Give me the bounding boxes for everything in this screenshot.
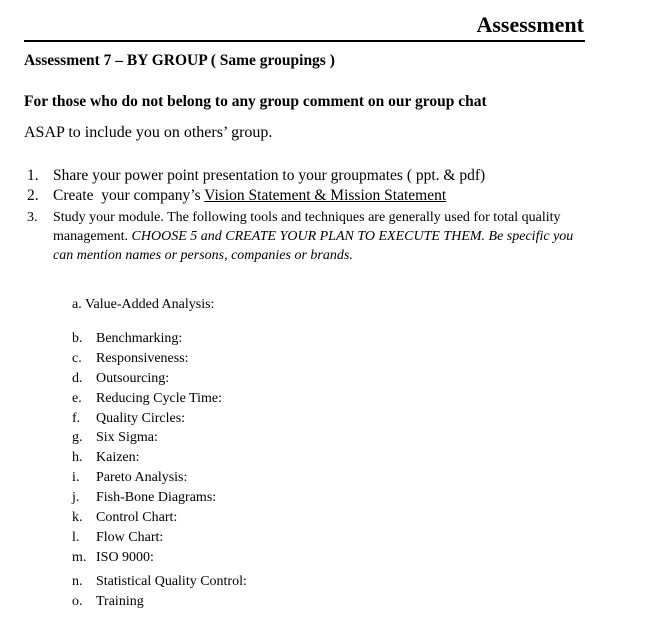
tool-letter: e. — [72, 390, 82, 406]
tool-item — [72, 592, 247, 612]
tool-item — [72, 548, 247, 568]
step-number: 3. — [27, 210, 38, 225]
assessment-heading: Assessment 7 – BY GROUP ( Same groupings ) — [24, 52, 335, 69]
tool-letter: l. — [72, 529, 80, 545]
tool-label: Flow Chart: — [96, 529, 164, 545]
tool-item — [72, 528, 247, 548]
tools-list — [72, 329, 247, 611]
tool-item — [72, 369, 247, 389]
step-number: 1. — [27, 167, 39, 184]
tool-label: ISO 9000: — [96, 549, 154, 565]
vision-mission-link: Vision Statement & Mission Statement — [204, 187, 447, 204]
instruction-note: ASAP to include you on others’ group. — [24, 124, 273, 141]
step-emphasis: CHOOSE 5 and CREATE YOUR PLAN TO EXECUTE THEM. Be specific you can mention names or persons, companies or brands. — [53, 229, 574, 263]
page-title: Assessment — [476, 12, 584, 37]
tool-label: Statistical Quality Control: — [96, 573, 247, 589]
tool-letter: i. — [72, 470, 80, 486]
step-number: 2. — [27, 187, 39, 204]
tool-item — [72, 468, 247, 488]
tool-letter: g. — [72, 430, 83, 446]
tool-label: Outsourcing: — [96, 370, 170, 386]
tool-label: Reducing Cycle Time: — [96, 390, 222, 406]
tool-letter: d. — [72, 370, 83, 386]
header-divider — [24, 40, 585, 42]
step-item — [24, 166, 584, 186]
tool-label: Quality Circles: — [96, 410, 186, 426]
tool-letter: j. — [72, 490, 80, 506]
tool-letter: c. — [72, 350, 82, 366]
tool-label: Fish-Bone Diagrams: — [96, 490, 217, 506]
tool-item — [72, 488, 247, 508]
tool-label: Training — [96, 593, 144, 609]
tool-letter: k. — [72, 510, 83, 526]
step-text: Study your module. The following tools and techniques are generally used for total quality management. — [53, 210, 561, 244]
instruction-heading: For those who do not belong to any group comment on our group chat — [24, 93, 487, 110]
tool-label: Pareto Analysis: — [96, 470, 188, 486]
step-text: Create your company’s — [53, 187, 205, 204]
tool-letter: n. — [72, 573, 83, 589]
tool-label: Responsiveness: — [96, 350, 189, 366]
steps-list — [24, 166, 584, 265]
tool-label: Six Sigma: — [96, 430, 158, 446]
tool-item — [72, 572, 247, 592]
step-item — [24, 208, 584, 265]
tool-label: Control Chart: — [96, 510, 178, 526]
tool-item-a: a. Value-Added Analysis: — [72, 297, 215, 312]
tool-label: Benchmarking: — [96, 331, 183, 346]
tool-item — [72, 389, 247, 409]
tool-item — [72, 508, 247, 528]
tool-letter: o. — [72, 593, 83, 609]
tool-letter: f. — [72, 410, 81, 426]
step-item — [24, 186, 584, 206]
tool-item — [72, 349, 247, 369]
step-text: Share your power point presentation to your groupmates ( ppt. & pdf) — [53, 167, 486, 184]
tool-letter: m. — [72, 549, 87, 565]
tool-letter: h. — [72, 450, 83, 466]
tool-item — [72, 448, 247, 468]
tool-item — [72, 409, 247, 429]
tool-label: Kaizen: — [96, 450, 140, 466]
tool-item — [72, 329, 247, 349]
tool-item — [72, 428, 247, 448]
tool-letter: b. — [72, 331, 83, 346]
